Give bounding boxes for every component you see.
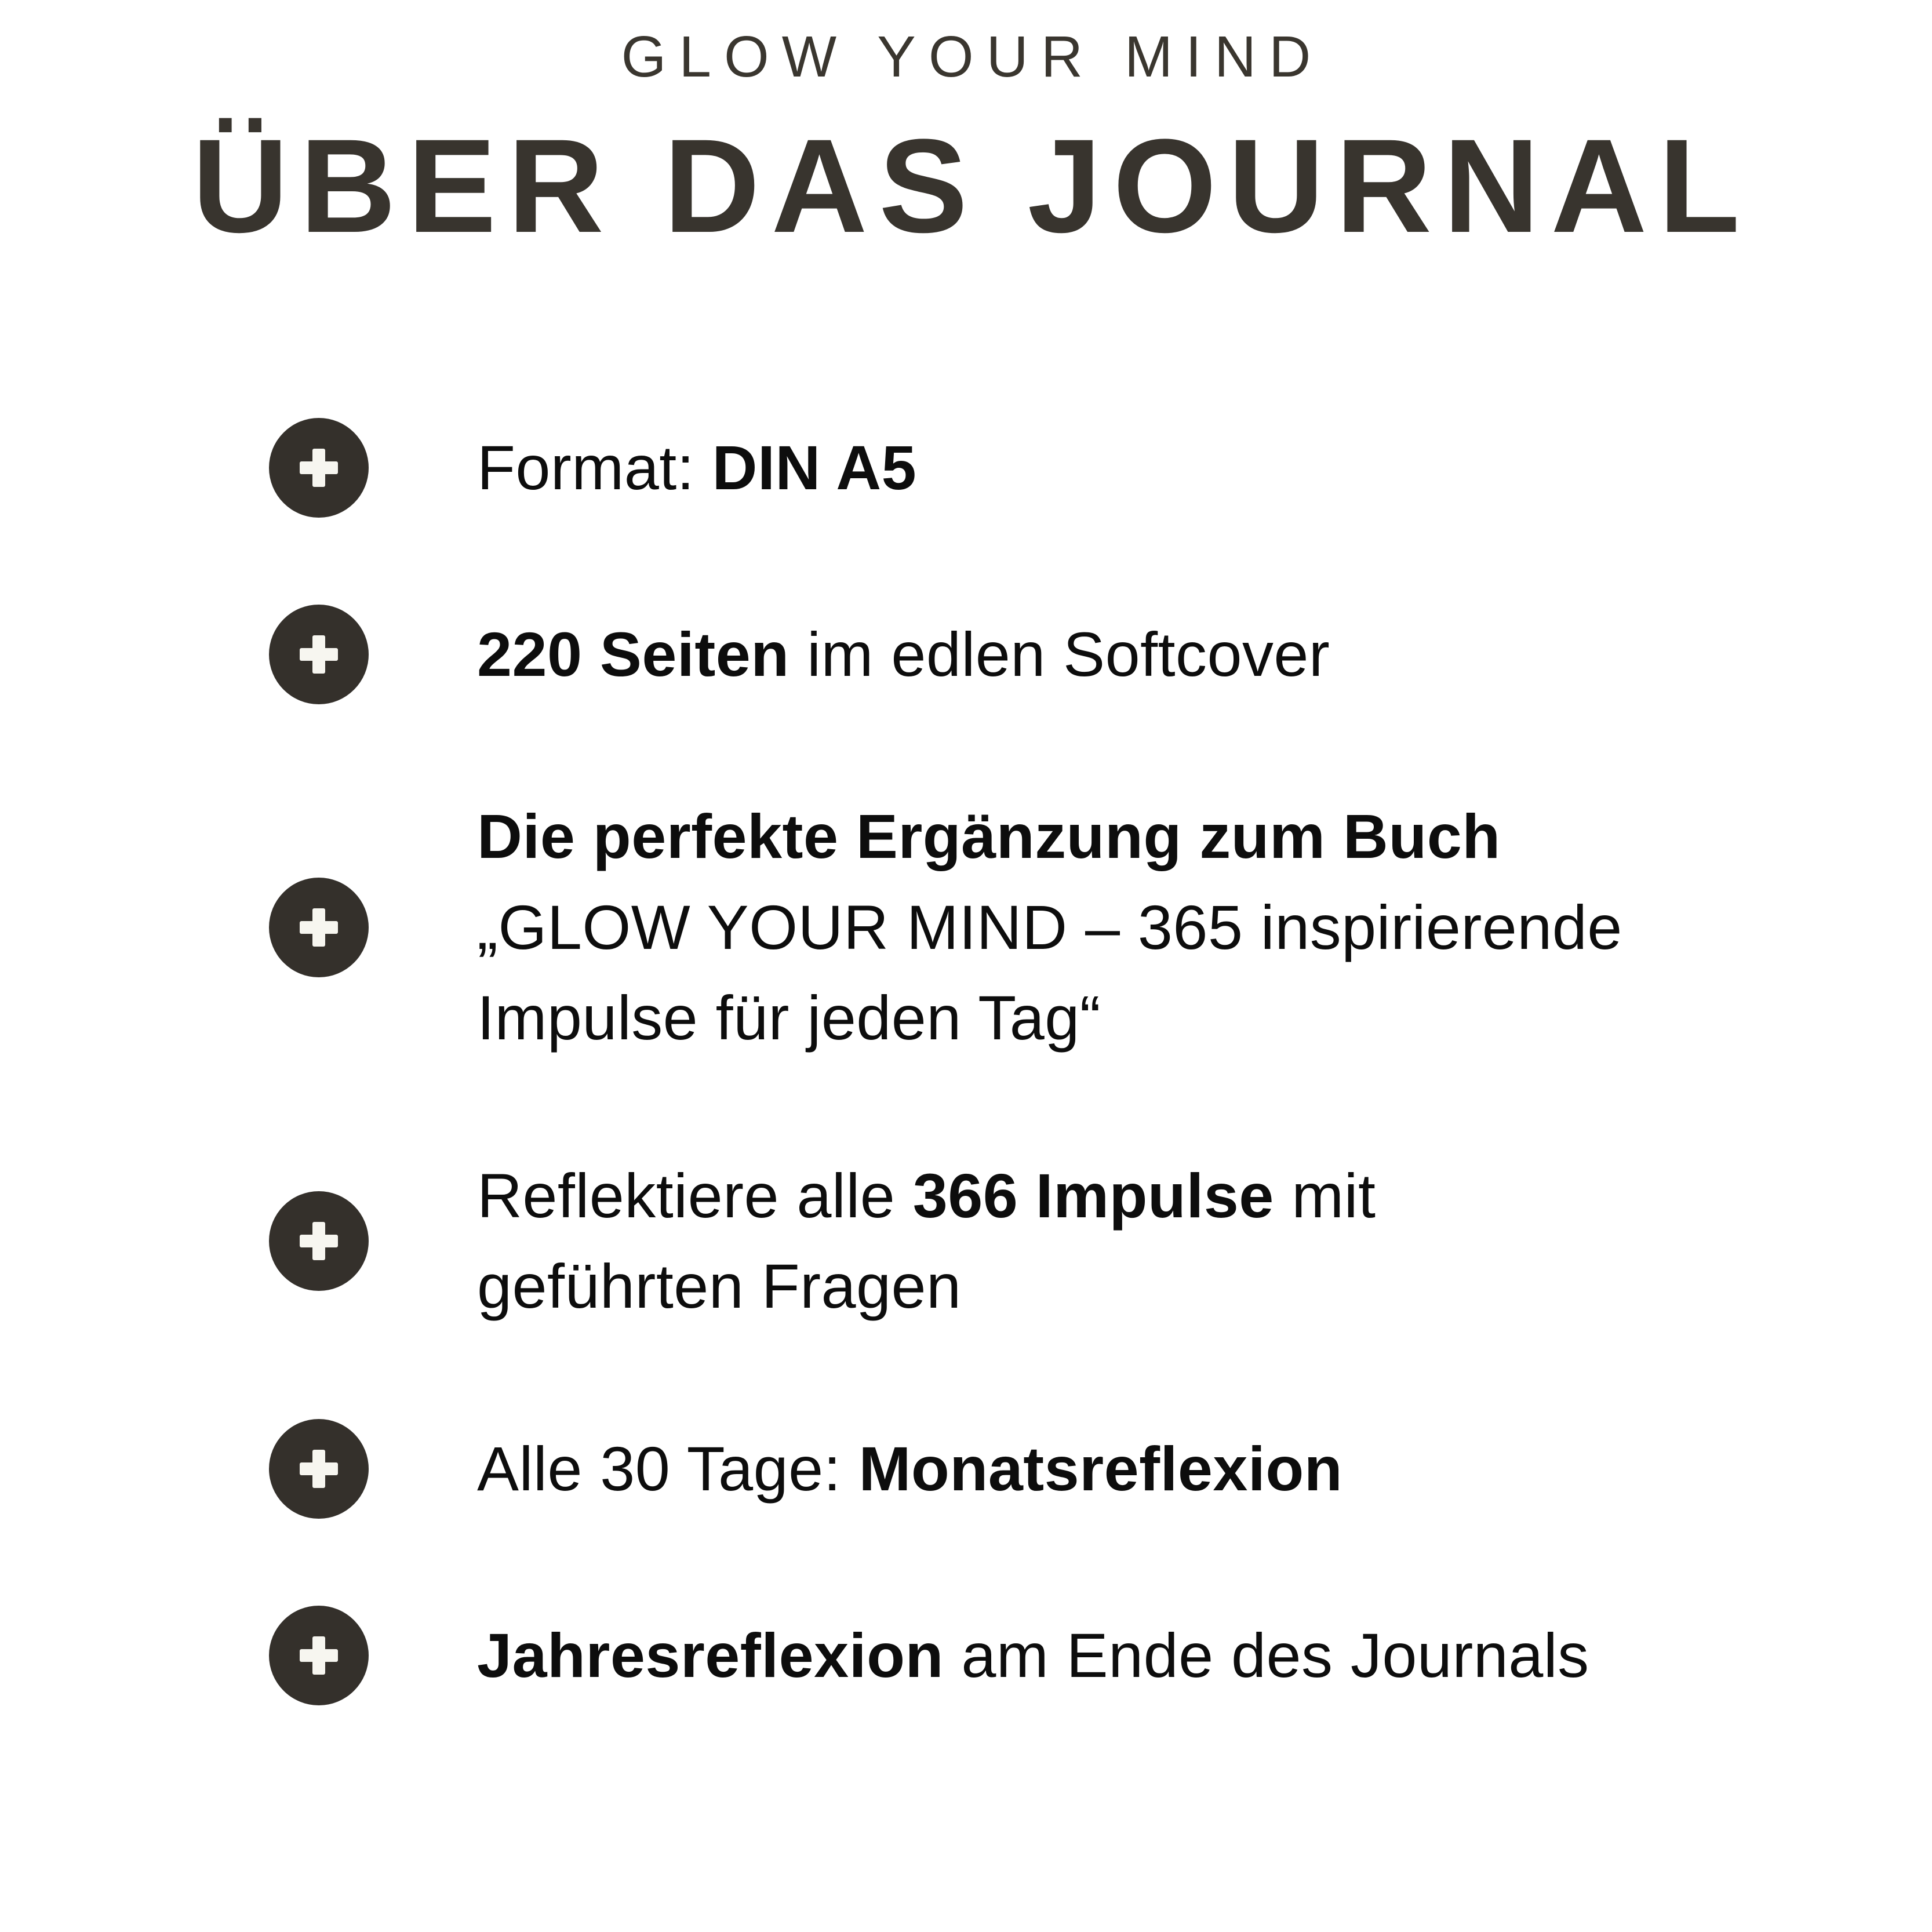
plus-icon xyxy=(269,1191,369,1291)
feature-text-light: Alle 30 Tage: xyxy=(477,1433,859,1504)
feature-text-bold: 366 Impulse xyxy=(912,1160,1274,1231)
feature-text xyxy=(477,423,916,514)
feature-text xyxy=(477,1424,1342,1515)
plus-icon xyxy=(269,605,369,704)
feature-list xyxy=(0,418,1932,1705)
feature-text-bold: Monatsreflexion xyxy=(858,1433,1343,1504)
feature-text-light: Reflektiere alle xyxy=(477,1160,913,1231)
plus-icon xyxy=(269,418,369,518)
plus-icon xyxy=(269,878,369,977)
feature-text-light: geführten Fragen xyxy=(477,1251,962,1322)
feature-text xyxy=(477,791,1622,1064)
feature-row-format xyxy=(269,418,1932,518)
plus-icon xyxy=(269,1419,369,1519)
feature-row-pages xyxy=(269,605,1932,704)
page-title: ÜBER DAS JOURNAL xyxy=(192,111,1752,260)
feature-row-book-companion xyxy=(269,791,1932,1064)
feature-text-bold: Die perfekte Ergänzung zum Buch xyxy=(477,801,1501,871)
feature-text xyxy=(477,609,1330,700)
feature-text-light: Impulse für jeden Tag“ xyxy=(477,983,1101,1053)
feature-text-light: am Ende des Journals xyxy=(943,1620,1589,1690)
feature-row-impulses xyxy=(269,1151,1932,1332)
feature-text-bold: DIN A5 xyxy=(712,432,917,503)
feature-text xyxy=(477,1151,1376,1332)
feature-text-bold: Jahresreflexion xyxy=(477,1620,944,1690)
feature-row-monthly-reflection xyxy=(269,1419,1932,1519)
feature-text-light: „GLOW YOUR MIND – 365 inspirierende xyxy=(477,892,1622,962)
feature-text-light: mit xyxy=(1274,1160,1376,1231)
brand-tagline: GLOW YOUR MIND xyxy=(621,24,1324,89)
plus-icon xyxy=(269,1606,369,1705)
feature-text-bold: 220 Seiten xyxy=(477,618,789,689)
feature-text-light: Format: xyxy=(477,432,712,503)
feature-row-yearly-reflection xyxy=(269,1606,1932,1705)
feature-text-light: im edlen Softcover xyxy=(789,618,1330,689)
feature-text xyxy=(477,1610,1589,1701)
